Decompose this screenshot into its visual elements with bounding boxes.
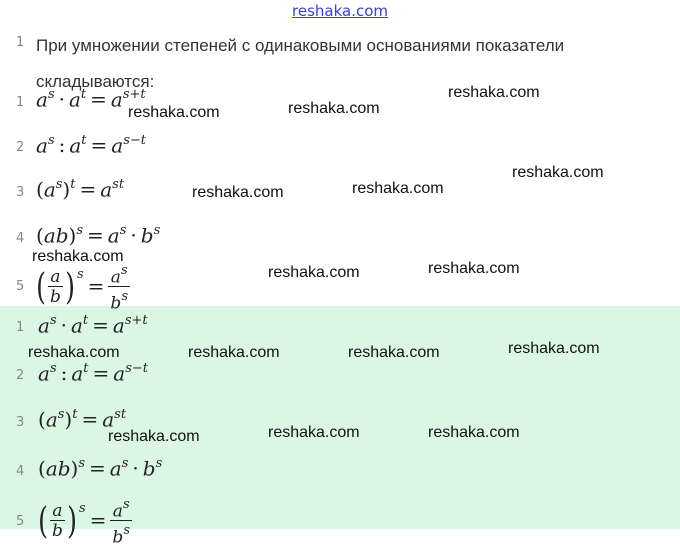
- formula-product-rule-copy: $a^s \cdot a^t = a^{s+t}$: [38, 313, 148, 338]
- watermark: reshaka.com: [352, 180, 444, 197]
- line-number: 5: [16, 279, 25, 294]
- watermark: reshaka.com: [108, 428, 200, 445]
- formula-power-of-quotient: ( $\frac{a}{b}$ ) $^s$= $\frac{a^s}{b^s}$: [36, 263, 128, 314]
- line-number: 1: [16, 35, 25, 50]
- line-number: 3: [16, 415, 25, 430]
- watermark: reshaka.com: [348, 344, 440, 361]
- intro-text: При умножении степеней с одинаковыми основаниями показатели складываются:: [36, 36, 565, 91]
- line-number: 4: [16, 231, 25, 246]
- watermark: reshaka.com: [288, 100, 380, 117]
- line-number: 1: [16, 95, 25, 110]
- formula-product-rule: $a^s \cdot a^t = a^{s+t}$: [36, 87, 146, 112]
- line-number: 5: [16, 514, 25, 529]
- watermark: reshaka.com: [268, 424, 360, 441]
- watermark: reshaka.com: [428, 424, 520, 441]
- site-link[interactable]: reshaka.com: [292, 2, 388, 20]
- watermark: reshaka.com: [508, 340, 600, 357]
- line-number: 1: [16, 320, 25, 335]
- watermark: reshaka.com: [28, 344, 120, 361]
- formula-power-of-power: $(a^s)^t = a^{st}$: [36, 177, 125, 202]
- line-number: 2: [16, 368, 25, 383]
- watermark: reshaka.com: [128, 104, 220, 121]
- line-number: 2: [16, 140, 25, 155]
- line-number: 4: [16, 464, 25, 479]
- formula-power-of-power-copy: $(a^s)^t = a^{st}$: [38, 407, 127, 432]
- watermark: reshaka.com: [448, 84, 540, 101]
- formula-quotient-rule: $a^s$ : $a^t = a^{s-t}$: [36, 133, 147, 158]
- line-number: 3: [16, 185, 25, 200]
- formula-quotient-rule-copy: $a^s$ : $a^t = a^{s-t}$: [38, 361, 149, 386]
- watermark: reshaka.com: [192, 184, 284, 201]
- watermark: reshaka.com: [512, 164, 604, 181]
- formula-power-of-product-copy: $(ab)^s = a^s \cdot b^s$: [38, 456, 163, 481]
- formula-power-of-quotient-copy: ( $\frac{a}{b}$ ) $^s$= $\frac{a^s}{b^s}$: [38, 497, 130, 548]
- watermark: reshaka.com: [428, 260, 520, 277]
- watermark: reshaka.com: [268, 264, 360, 281]
- formula-power-of-product: $(ab)^s = a^s \cdot b^s$: [36, 223, 161, 248]
- watermark: reshaka.com: [32, 248, 124, 265]
- watermark: reshaka.com: [188, 344, 280, 361]
